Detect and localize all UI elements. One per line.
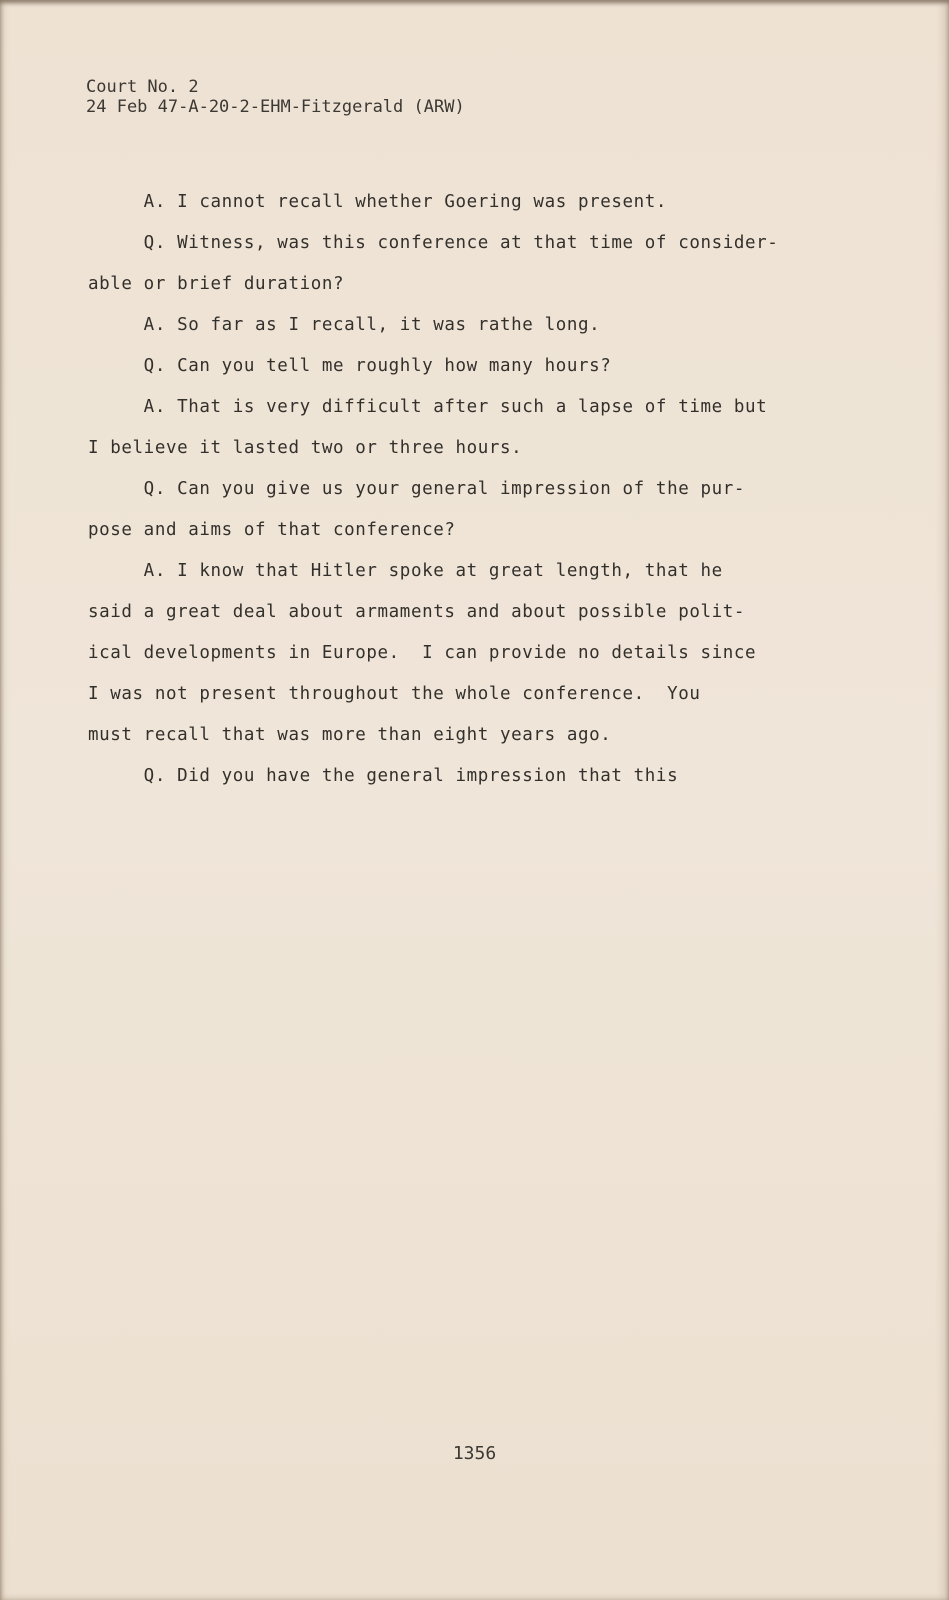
transcript-line: Q. Can you tell me roughly how many hours? (88, 356, 612, 376)
document-header (86, 77, 465, 117)
transcript-line: A. So far as I recall, it was rathe long. (88, 315, 601, 335)
court-number: Court No. 2 (86, 77, 199, 97)
transcript-line: Q. Did you have the general impression that this (88, 766, 679, 786)
transcript-line: said a great deal about armaments and about possible polit- (88, 602, 746, 622)
transcript-line: I was not present throughout the whole conference. You (88, 684, 701, 704)
transcript-line: Q. Witness, was this conference at that time of consider- (88, 233, 779, 253)
transcript-line: A. I cannot recall whether Goering was present. (88, 192, 668, 212)
page-number: 1356 (452, 1443, 497, 1464)
transcript-line: I believe it lasted two or three hours. (88, 438, 523, 458)
transcript-line: Q. Can you give us your general impression of the pur- (88, 479, 746, 499)
transcript-line: able or brief duration? (88, 274, 345, 294)
transcript-line: ical developments in Europe. I can provide no details since (88, 643, 757, 663)
transcript-line: A. That is very difficult after such a lapse of time but (88, 397, 768, 417)
transcript-line: pose and aims of that conference? (88, 520, 456, 540)
document-reference: 24 Feb 47-A-20-2-EHM-Fitzgerald (ARW) (86, 97, 465, 117)
transcript-line: must recall that was more than eight years ago. (88, 725, 612, 745)
transcript-line: A. I know that Hitler spoke at great length, that he (88, 561, 723, 581)
